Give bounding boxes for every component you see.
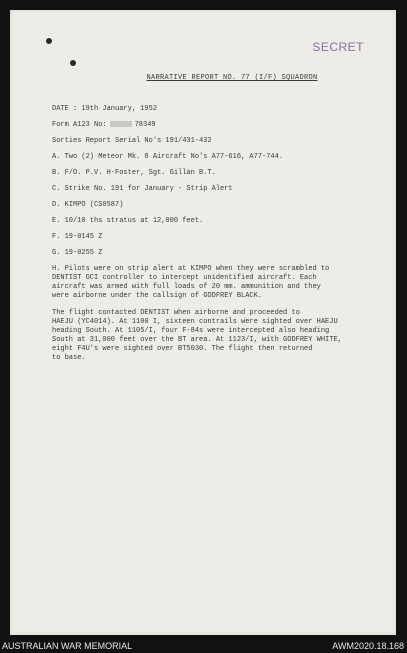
form-line [52, 121, 372, 130]
item-e: E. 10/10 ths stratus at 12,000 feet. [52, 217, 204, 225]
paragraph-flight: The flight contacted DENTIST when airborne and proceeded to HAEJU (YC4014). At 1100 I, sixteen contrails were sighted over HAEJU heading South. At 1105/I, four F-84s were intercepted also heading South at 31,000 feet over the BT area. At 1123/I, with GODFREY WHITE, eight F4U's were sighted over BT5030. The flight then returned to base. [52, 309, 342, 362]
report-body [52, 74, 372, 371]
punch-hole [46, 38, 52, 44]
footer-bar [0, 639, 407, 653]
punch-hole [70, 60, 76, 66]
item-g: G. 19-0255 Z [52, 249, 103, 257]
item-a: A. Two (2) Meteor Mk. 8 Aircraft No's A77-616, A77-744. [52, 153, 284, 161]
report-title: NARRATIVE REPORT NO. 77 (I/F) SQUADRON [146, 74, 318, 82]
item-d: D. KIMPO (CS0587) [52, 201, 124, 209]
redacted-number [110, 121, 132, 127]
paragraph-h: H. Pilots were on strip alert at KIMPO when they were scrambled to DENTIST GCI controller to intercept unidentified aircraft. Each aircraft was armed with full loads of 20 mm. ammunition and they were airborne under the callsign of GODFREY BLACK. [52, 265, 330, 300]
item-b: B. F/O. P.V. H-Foster, Sgt. Gillan B.T. [52, 169, 216, 177]
sorties-line: Sorties Report Serial No's 191/431-432 [52, 137, 212, 145]
form-prefix: Form A123 No: [52, 121, 107, 129]
institution-label: AUSTRALIAN WAR MEMORIAL [2, 641, 133, 651]
secret-stamp: SECRET [312, 40, 364, 54]
document-page [10, 10, 396, 635]
item-c: C. Strike No. 191 for January - Strip Alert [52, 185, 233, 193]
date-line: DATE : 19th January, 1952 [52, 105, 158, 113]
form-suffix: 78349 [134, 121, 156, 129]
item-f: F. 19-0145 Z [52, 233, 103, 241]
accession-number: AWM2020.18.168 [332, 641, 404, 651]
